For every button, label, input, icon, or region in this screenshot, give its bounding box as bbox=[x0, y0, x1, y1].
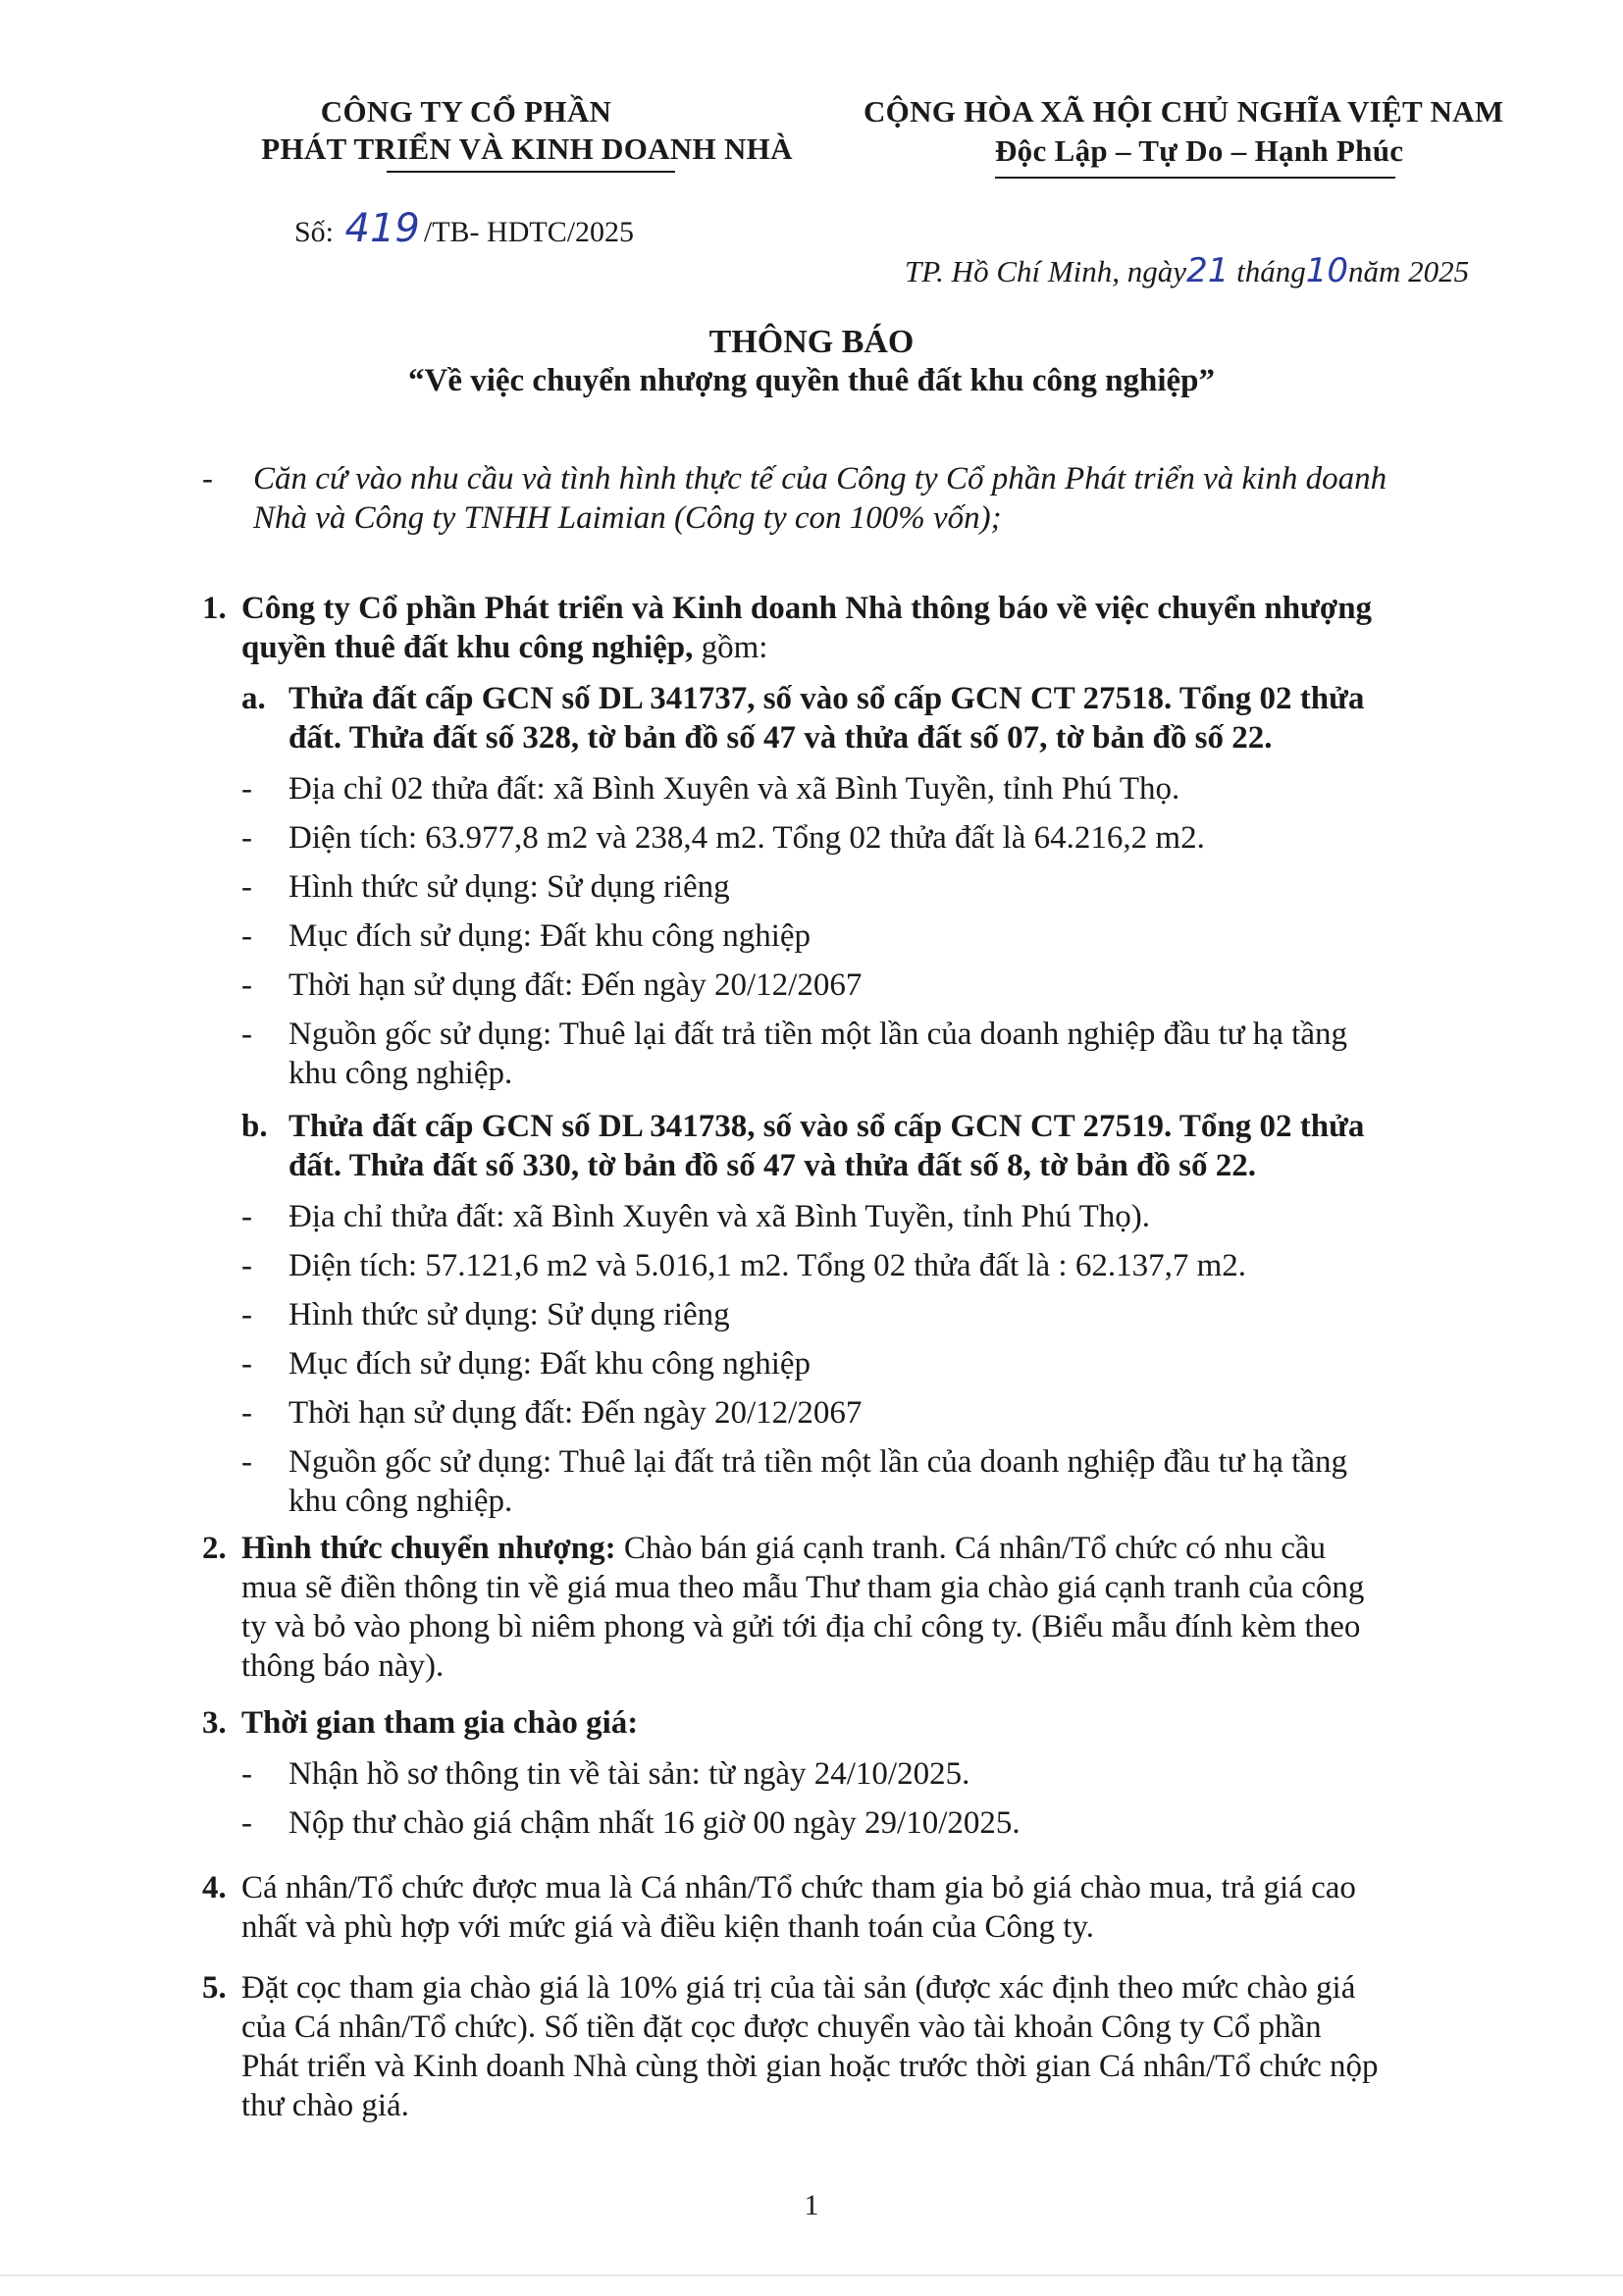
section1b-item: Diện tích: 57.121,6 m2 và 5.016,1 m2. Tổng 02 thửa đất là : 62.137,7 m2. bbox=[288, 1248, 1247, 1283]
section2-line4: thông báo này). bbox=[241, 1648, 445, 1684]
company-name-line1: CÔNG TY CỔ PHẦN bbox=[320, 94, 612, 129]
section1b-item: Nguồn gốc sử dụng: Thuê lại đất trả tiền một lần của doanh nghiệp đầu tư hạ tầng bbox=[288, 1444, 1347, 1480]
section5-line3: Phát triển và Kinh doanh Nhà cùng thời gian hoặc trước thời gian Cá nhân/Tổ chức nộp bbox=[241, 2049, 1379, 2084]
motto-underline bbox=[995, 177, 1395, 179]
section3-heading: Thời gian tham gia chào giá: bbox=[241, 1705, 639, 1741]
bullet-dash: - bbox=[241, 1017, 252, 1052]
bullet-dash: - bbox=[241, 869, 252, 905]
section1b-item: Mục đích sử dụng: Đất khu công nghiệp bbox=[288, 1346, 812, 1382]
section2-line3: ty và bỏ vào phong bì niêm phong và gửi tới địa chỉ công ty. (Biểu mẫu đính kèm theo bbox=[241, 1609, 1361, 1644]
bullet-dash: - bbox=[241, 1248, 252, 1283]
bullet-dash: - bbox=[241, 1346, 252, 1382]
section1a-label: a. bbox=[241, 681, 266, 716]
handwritten-doc-number: 419 bbox=[344, 206, 420, 251]
section1a-item: Nguồn gốc sử dụng: Thuê lại đất trả tiền một lần của doanh nghiệp đầu tư hạ tầng bbox=[288, 1017, 1347, 1052]
section1-number: 1. bbox=[202, 591, 227, 626]
handwritten-month: 10 bbox=[1305, 251, 1348, 290]
section1b-label: b. bbox=[241, 1109, 268, 1144]
bullet-dash: - bbox=[241, 820, 252, 856]
section4-line2: nhất và phù hợp với mức giá và điều kiện thanh toán của Công ty. bbox=[241, 1909, 1095, 1945]
section3-item: Nộp thư chào giá chậm nhất 16 giờ 00 ngày 29/10/2025. bbox=[288, 1805, 1021, 1841]
section1a-item-cont: khu công nghiệp. bbox=[288, 1056, 513, 1091]
section1-line1: Công ty Cổ phần Phát triển và Kinh doanh Nhà thông báo về việc chuyển nhượng bbox=[241, 591, 1373, 626]
section1a-item: Mục đích sử dụng: Đất khu công nghiệp bbox=[288, 918, 812, 954]
section4-number: 4. bbox=[202, 1870, 227, 1905]
section2-line2: mua sẽ điền thông tin về giá mua theo mẫu Thư tham gia chào giá cạnh tranh của công bbox=[241, 1570, 1365, 1605]
section1b-line1: Thửa đất cấp GCN số DL 341738, số vào sổ cấp GCN CT 27519. Tổng 02 thửa bbox=[288, 1109, 1365, 1144]
section1b-item: Thời hạn sử dụng đất: Đến ngày 20/12/2067 bbox=[288, 1395, 863, 1431]
handwritten-day: 21 bbox=[1186, 251, 1230, 290]
section1a-line1: Thửa đất cấp GCN số DL 341737, số vào sổ cấp GCN CT 27518. Tổng 02 thửa bbox=[288, 681, 1365, 716]
bullet-dash: - bbox=[241, 1297, 252, 1332]
bullet-dash: - bbox=[241, 1395, 252, 1431]
bullet-dash: - bbox=[241, 1756, 252, 1792]
section1a-item: Diện tích: 63.977,8 m2 và 238,4 m2. Tổng 02 thửa đất là 64.216,2 m2. bbox=[288, 820, 1205, 856]
section5-number: 5. bbox=[202, 1970, 227, 2006]
section1a-line2: đất. Thửa đất số 328, tờ bản đồ số 47 và thửa đất số 07, tờ bản đồ số 22. bbox=[288, 720, 1273, 756]
section1b-item-cont: khu công nghiệp. bbox=[288, 1484, 513, 1519]
page-number: 1 bbox=[804, 2189, 819, 2221]
section5-line1: Đặt cọc tham gia chào giá là 10% giá trị của tài sản (được xác định theo mức chào giá bbox=[241, 1970, 1356, 2006]
section1a-item: Hình thức sử dụng: Sử dụng riêng bbox=[288, 869, 730, 905]
section1a-item: Thời hạn sử dụng đất: Đến ngày 20/12/2067 bbox=[288, 967, 863, 1003]
bullet-dash: - bbox=[241, 1444, 252, 1480]
section1-line2: quyền thuê đất khu công nghiệp, gồm: bbox=[241, 630, 768, 665]
bullet-dash: - bbox=[241, 1805, 252, 1841]
section3-item: Nhận hồ sơ thông tin về tài sản: từ ngày 24/10/2025. bbox=[288, 1756, 970, 1792]
preamble-dash: - bbox=[202, 461, 213, 496]
section2-line1: Hình thức chuyển nhượng: Chào bán giá cạnh tranh. Cá nhân/Tổ chức có nhu cầu bbox=[241, 1531, 1327, 1566]
document-number: Số: 419 /TB- HDTC/2025 bbox=[294, 206, 635, 251]
section4-line1: Cá nhân/Tổ chức được mua là Cá nhân/Tổ chức tham gia bỏ giá chào mua, trả giá cao bbox=[241, 1870, 1356, 1905]
bullet-dash: - bbox=[241, 771, 252, 807]
scan-edge bbox=[0, 2274, 1623, 2276]
section1b-item: Địa chỉ thửa đất: xã Bình Xuyên và xã Bình Tuyền, tỉnh Phú Thọ). bbox=[288, 1199, 1150, 1234]
preamble-line1: Căn cứ vào nhu cầu và tình hình thực tế của Công ty Cổ phần Phát triển và kinh doanh bbox=[253, 461, 1387, 496]
document-date: TP. Hồ Chí Minh, ngày21 tháng10năm 2025 bbox=[905, 251, 1470, 290]
company-name-line2: PHÁT TRIỂN VÀ KINH DOANH NHÀ bbox=[261, 131, 793, 166]
bullet-dash: - bbox=[241, 1199, 252, 1234]
company-underline bbox=[387, 171, 675, 173]
country-motto: Độc Lập – Tự Do – Hạnh Phúc bbox=[995, 133, 1404, 168]
notice-subtitle: “Về việc chuyển nhượng quyền thuê đất khu công nghiệp” bbox=[407, 363, 1215, 398]
notice-title: THÔNG BÁO bbox=[708, 324, 915, 360]
section3-number: 3. bbox=[202, 1705, 227, 1741]
country-name: CỘNG HÒA XÃ HỘI CHỦ NGHĨA VIỆT NAM bbox=[864, 94, 1504, 129]
bullet-dash: - bbox=[241, 918, 252, 954]
section1a-item: Địa chỉ 02 thửa đất: xã Bình Xuyên và xã Bình Tuyền, tỉnh Phú Thọ. bbox=[288, 771, 1180, 807]
section1b-line2: đất. Thửa đất số 330, tờ bản đồ số 47 và thửa đất số 8, tờ bản đồ số 22. bbox=[288, 1148, 1257, 1183]
bullet-dash: - bbox=[241, 967, 252, 1003]
section5-line2: của Cá nhân/Tổ chức). Số tiền đặt cọc được chuyển vào tài khoản Công ty Cổ phần bbox=[241, 2009, 1322, 2045]
section1b-item: Hình thức sử dụng: Sử dụng riêng bbox=[288, 1297, 730, 1332]
preamble-line2: Nhà và Công ty TNHH Laimian (Công ty con 100% vốn); bbox=[253, 500, 1002, 536]
section2-number: 2. bbox=[202, 1531, 227, 1566]
section5-line4: thư chào giá. bbox=[241, 2088, 409, 2123]
